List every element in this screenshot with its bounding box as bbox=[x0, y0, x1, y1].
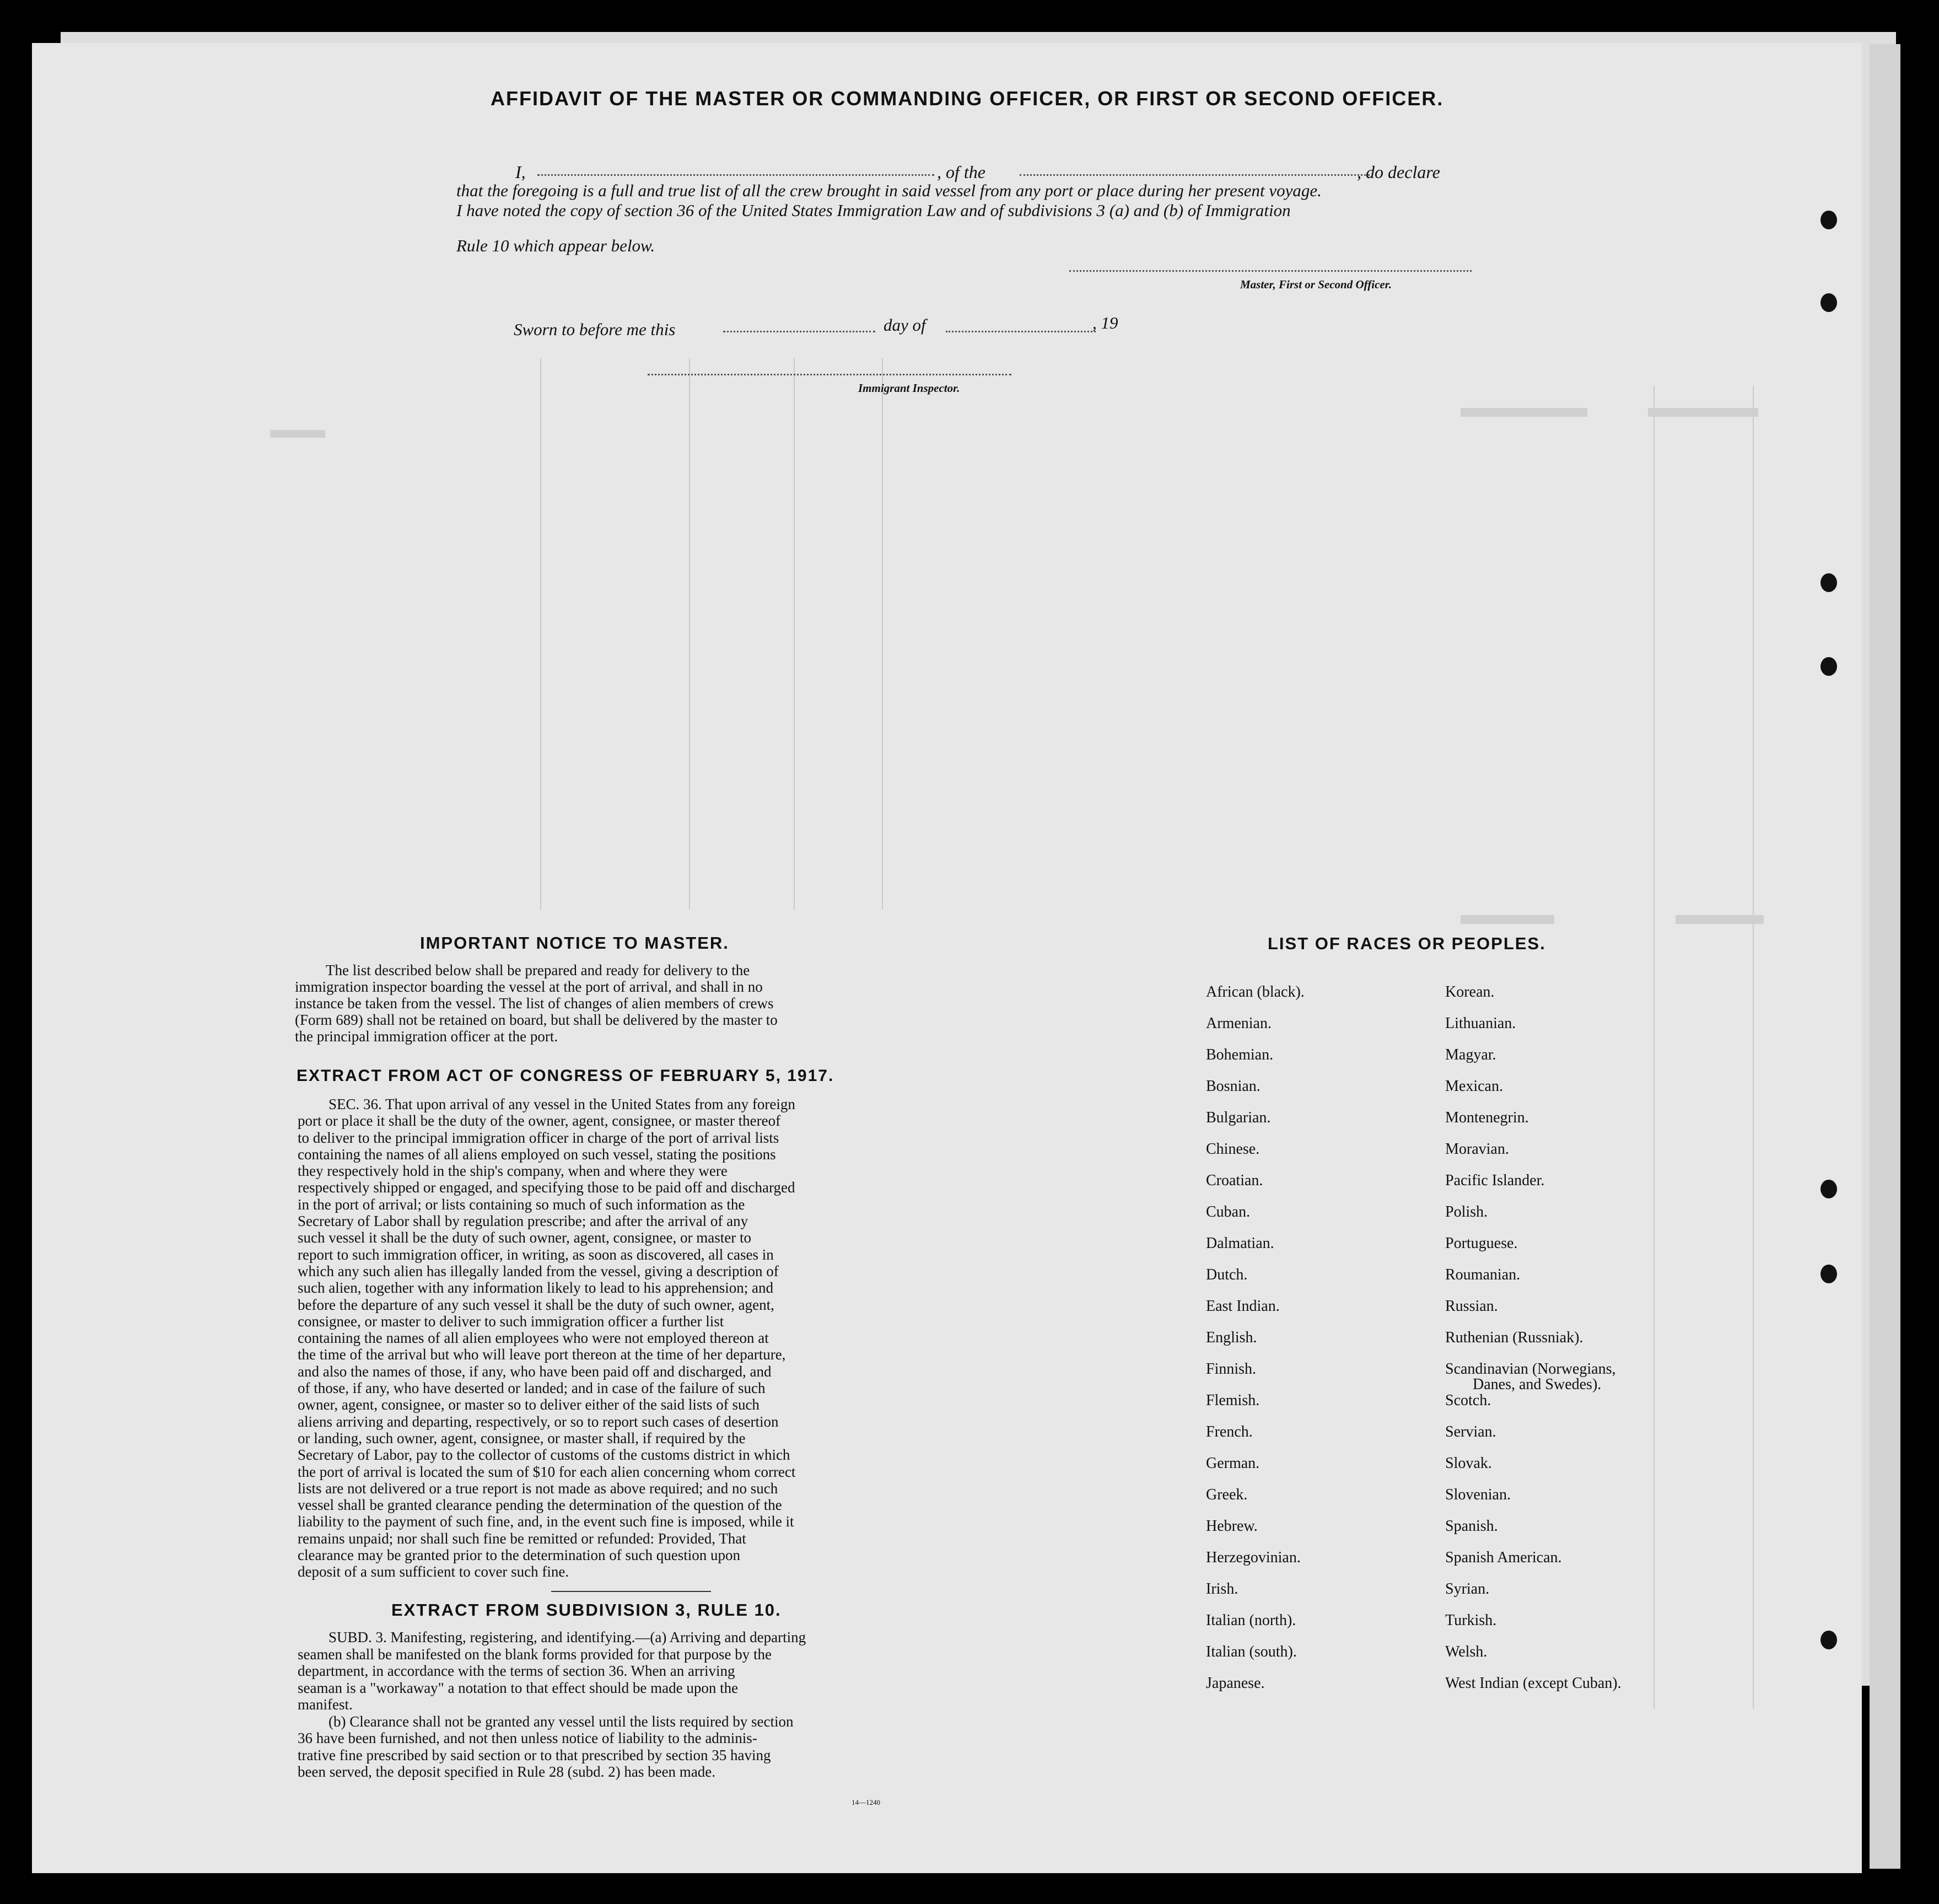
act-line: vessel shall be granted clearance pending the determination of the question of the bbox=[298, 1497, 782, 1514]
race-item: Moravian. bbox=[1445, 1141, 1509, 1158]
race-item: Lithuanian. bbox=[1445, 1015, 1516, 1032]
race-item: Portuguese. bbox=[1445, 1235, 1518, 1252]
notice-line: the principal immigration officer at the port. bbox=[295, 1028, 558, 1045]
act-line: clearance may be granted prior to the determination of such question upon bbox=[298, 1547, 740, 1564]
affidavit-declare: , do declare bbox=[1357, 162, 1440, 182]
master-label: Master, First or Second Officer. bbox=[1240, 278, 1392, 291]
act-line: of those, if any, who have deserted or landed; and in case of the failure of such bbox=[298, 1380, 766, 1397]
affidavit-line4: Rule 10 which appear below. bbox=[456, 236, 655, 255]
race-item: Dalmatian. bbox=[1206, 1235, 1274, 1252]
act-line: to deliver to the principal immigration officer in charge of the port of arrival lists bbox=[298, 1129, 779, 1146]
race-item: Herzegovinian. bbox=[1206, 1549, 1301, 1566]
race-item: East Indian. bbox=[1206, 1298, 1280, 1315]
race-item: African (black). bbox=[1206, 983, 1305, 1001]
race-item: Servian. bbox=[1445, 1423, 1496, 1440]
act-line: or landing, such owner, agent, consignee, or master shall, if required by the bbox=[298, 1429, 746, 1446]
binder-hole bbox=[1820, 211, 1837, 229]
race-item: Korean. bbox=[1445, 983, 1495, 1001]
act-line: aliens arriving and departing, respectively, or so to report such cases of desertion bbox=[298, 1413, 779, 1430]
binder-hole bbox=[1820, 293, 1837, 312]
month-blank bbox=[946, 331, 1096, 332]
act-line: port or place it shall be the duty of the owner, agent, consignee, or master thereof bbox=[298, 1112, 781, 1130]
inspector-label: Immigrant Inspector. bbox=[858, 381, 960, 395]
notice-line: instance be taken from the vessel. The list of changes of alien members of crews bbox=[295, 995, 774, 1012]
affidavit-line3: I have noted the copy of section 36 of the United States Immigration Law and of subdivisions 3 (a) and (b) of Immigration bbox=[456, 201, 1291, 220]
act-line: consignee, or master to deliver to such immigration officer a further list bbox=[298, 1313, 724, 1330]
rule-line: seaman is a "workaway" a notation to that effect should be made upon the bbox=[298, 1679, 739, 1696]
bleed-through-text bbox=[270, 430, 325, 438]
race-item: Mexican. bbox=[1445, 1078, 1503, 1095]
act-line: which any such alien has illegally landed from the vessel, giving a description of bbox=[298, 1262, 779, 1279]
inspector-signature-line bbox=[648, 374, 1011, 375]
act-line: they respectively hold in the ship's company, when and where they were bbox=[298, 1163, 728, 1180]
race-item-continuation: Danes, and Swedes). bbox=[1473, 1376, 1602, 1393]
act-line: such alien, together with any information likely to lead to his apprehension; and bbox=[298, 1279, 774, 1297]
rule-line: 36 have been furnished, and not then unless notice of liability to the adminis- bbox=[298, 1730, 757, 1746]
form-number: 14—1240 bbox=[852, 1798, 880, 1806]
race-item: English. bbox=[1206, 1329, 1257, 1346]
act-line: lists are not delivered or a true report is not made as above required; and no such bbox=[298, 1480, 778, 1497]
act-line: the port of arrival is located the sum of $10 for each alien concerning whom correct bbox=[298, 1463, 796, 1480]
notice-line: The list described below shall be prepared and ready for delivery to the bbox=[326, 962, 750, 978]
act-line: liability to the payment of such fine, and, in the event such fine is imposed, while it bbox=[298, 1513, 794, 1530]
race-item: Italian (north). bbox=[1206, 1612, 1296, 1629]
race-item: Polish. bbox=[1445, 1203, 1488, 1220]
race-item: Syrian. bbox=[1445, 1580, 1490, 1598]
race-item: Turkish. bbox=[1445, 1612, 1497, 1629]
race-item: Armenian. bbox=[1206, 1015, 1272, 1032]
affidavit-line2: that the foregoing is a full and true list of all the crew brought in said vessel from any port or place during her present voyage. bbox=[456, 181, 1322, 200]
race-item: Spanish American. bbox=[1445, 1549, 1562, 1566]
race-item: Slovenian. bbox=[1445, 1486, 1511, 1503]
notice-heading: IMPORTANT NOTICE TO MASTER. bbox=[420, 933, 729, 953]
affidavit-i: I, bbox=[515, 162, 526, 182]
rule-line: trative fine prescribed by said section or to that prescribed by section 35 having bbox=[298, 1746, 771, 1763]
notice-line: immigration inspector boarding the vessel at the port of arrival, and shall in no bbox=[295, 978, 763, 995]
race-item: West Indian (except Cuban). bbox=[1445, 1675, 1622, 1692]
race-item: Hebrew. bbox=[1206, 1518, 1258, 1535]
race-item: Cuban. bbox=[1206, 1203, 1251, 1220]
affidavit-of-the: , of the bbox=[937, 162, 985, 182]
ruled-line bbox=[1653, 386, 1655, 1709]
race-item: Italian (south). bbox=[1206, 1643, 1297, 1660]
rule-heading: EXTRACT FROM SUBDIVISION 3, RULE 10. bbox=[391, 1600, 782, 1620]
act-line: containing the names of all aliens employed on such vessel, stating the positions bbox=[298, 1145, 776, 1163]
ruled-line bbox=[794, 358, 795, 910]
act-body bbox=[298, 1096, 920, 1580]
day-blank bbox=[723, 331, 875, 332]
race-item: Dutch. bbox=[1206, 1266, 1248, 1283]
page-edge bbox=[1870, 44, 1900, 1869]
act-line: Secretary of Labor, pay to the collector of customs of the customs district in which bbox=[298, 1446, 790, 1464]
bleed-through-text bbox=[1648, 408, 1758, 417]
race-item: Pacific Islander. bbox=[1445, 1172, 1545, 1189]
act-line: owner, agent, consignee, or master so to deliver either of the said lists of such bbox=[298, 1396, 760, 1413]
master-signature-line bbox=[1069, 270, 1472, 272]
race-item: Slovak. bbox=[1445, 1455, 1492, 1472]
act-line: Secretary of Labor shall by regulation prescribe; and after the arrival of any bbox=[298, 1213, 748, 1230]
ruled-line bbox=[689, 358, 690, 910]
race-item: Spanish. bbox=[1445, 1518, 1498, 1535]
rule-line: been served, the deposit specified in Rule 28 (subd. 2) has been made. bbox=[298, 1763, 716, 1780]
race-item: Flemish. bbox=[1206, 1392, 1260, 1409]
race-item: Magyar. bbox=[1445, 1046, 1496, 1063]
rule-line: manifest. bbox=[298, 1696, 353, 1713]
section-divider bbox=[551, 1591, 711, 1592]
act-line: deposit of a sum sufficient to cover such fine. bbox=[298, 1563, 569, 1580]
races-heading: LIST OF RACES OR PEOPLES. bbox=[1268, 934, 1546, 953]
act-line: SEC. 36. That upon arrival of any vessel in the United States from any foreign bbox=[328, 1096, 795, 1112]
ruled-line bbox=[540, 358, 541, 910]
act-line: in the port of arrival; or lists containing so much of such information as the bbox=[298, 1196, 745, 1213]
race-item: Chinese. bbox=[1206, 1141, 1260, 1158]
rule-line: department, in accordance with the terms of section 36. When an arriving bbox=[298, 1663, 735, 1679]
act-line: report to such immigration officer, in writing, as soon as discovered, all cases in bbox=[298, 1246, 774, 1263]
notice-body bbox=[295, 962, 918, 1045]
binder-hole bbox=[1820, 1631, 1837, 1649]
sworn-text: Sworn to before me this bbox=[514, 320, 676, 339]
notice-line: (Form 689) shall not be retained on board, but shall be delivered by the master to bbox=[295, 1012, 778, 1028]
rule-body bbox=[298, 1629, 920, 1781]
vessel-blank bbox=[1020, 174, 1370, 176]
act-line: remains unpaid; nor shall such fine be remitted or refunded: Provided, That bbox=[298, 1530, 746, 1547]
act-heading: EXTRACT FROM ACT OF CONGRESS OF FEBRUARY 5, 1917. bbox=[297, 1067, 834, 1085]
race-item: Japanese. bbox=[1206, 1675, 1265, 1692]
act-line: and also the names of those, if any, who have been paid off and discharged, and bbox=[298, 1363, 772, 1380]
race-item: Roumanian. bbox=[1445, 1266, 1521, 1283]
act-line: such vessel it shall be the duty of such owner, agent, consignee, or master to bbox=[298, 1229, 751, 1246]
race-item: Welsh. bbox=[1445, 1643, 1488, 1660]
ruled-line bbox=[1753, 386, 1754, 1709]
binder-hole bbox=[1820, 657, 1837, 676]
race-item: Irish. bbox=[1206, 1580, 1238, 1598]
year-text: , 19 bbox=[1092, 313, 1118, 332]
race-item: Bosnian. bbox=[1206, 1078, 1261, 1095]
act-line: the time of the arrival but who will leave port thereon at the time of her departure, bbox=[298, 1346, 786, 1363]
binder-hole bbox=[1820, 1180, 1837, 1198]
race-item: Greek. bbox=[1206, 1486, 1248, 1503]
bleed-through-text bbox=[1461, 915, 1554, 924]
race-item: Finnish. bbox=[1206, 1360, 1257, 1378]
act-line: containing the names of all alien employees who were not employed thereon at bbox=[298, 1330, 769, 1347]
document-page bbox=[32, 43, 1862, 1873]
race-item: Bohemian. bbox=[1206, 1046, 1274, 1063]
race-item: Croatian. bbox=[1206, 1172, 1263, 1189]
bleed-through-text bbox=[1461, 408, 1587, 417]
race-item: German. bbox=[1206, 1455, 1260, 1472]
race-item: Ruthenian (Russniak). bbox=[1445, 1329, 1583, 1346]
binder-hole bbox=[1820, 573, 1837, 592]
ruled-line bbox=[882, 358, 883, 910]
day-of-text: day of bbox=[884, 315, 926, 335]
rule-line: (b) Clearance shall not be granted any vessel until the lists required by section bbox=[328, 1713, 794, 1730]
rule-line: seamen shall be manifested on the blank forms provided for that purpose by the bbox=[298, 1645, 772, 1663]
act-line: respectively shipped or engaged, and specifying those to be paid off and discharged bbox=[298, 1179, 795, 1196]
race-item: Scandinavian (Norwegians, bbox=[1445, 1360, 1616, 1378]
race-item: Russian. bbox=[1445, 1298, 1498, 1315]
act-line: before the departure of any such vessel it shall be the duty of such owner, agent, bbox=[298, 1296, 774, 1313]
race-item: Scotch. bbox=[1445, 1392, 1491, 1409]
race-item: Bulgarian. bbox=[1206, 1109, 1271, 1126]
name-blank bbox=[537, 174, 934, 176]
affidavit-heading: AFFIDAVIT OF THE MASTER OR COMMANDING OFFICER, OR FIRST OR SECOND OFFICER. bbox=[491, 87, 1444, 110]
race-item: Montenegrin. bbox=[1445, 1109, 1529, 1126]
race-item: French. bbox=[1206, 1423, 1253, 1440]
rule-line: SUBD. 3. Manifesting, registering, and identifying.—(a) Arriving and departing bbox=[328, 1629, 806, 1645]
binder-hole bbox=[1820, 1265, 1837, 1283]
bleed-through-text bbox=[1676, 915, 1764, 924]
